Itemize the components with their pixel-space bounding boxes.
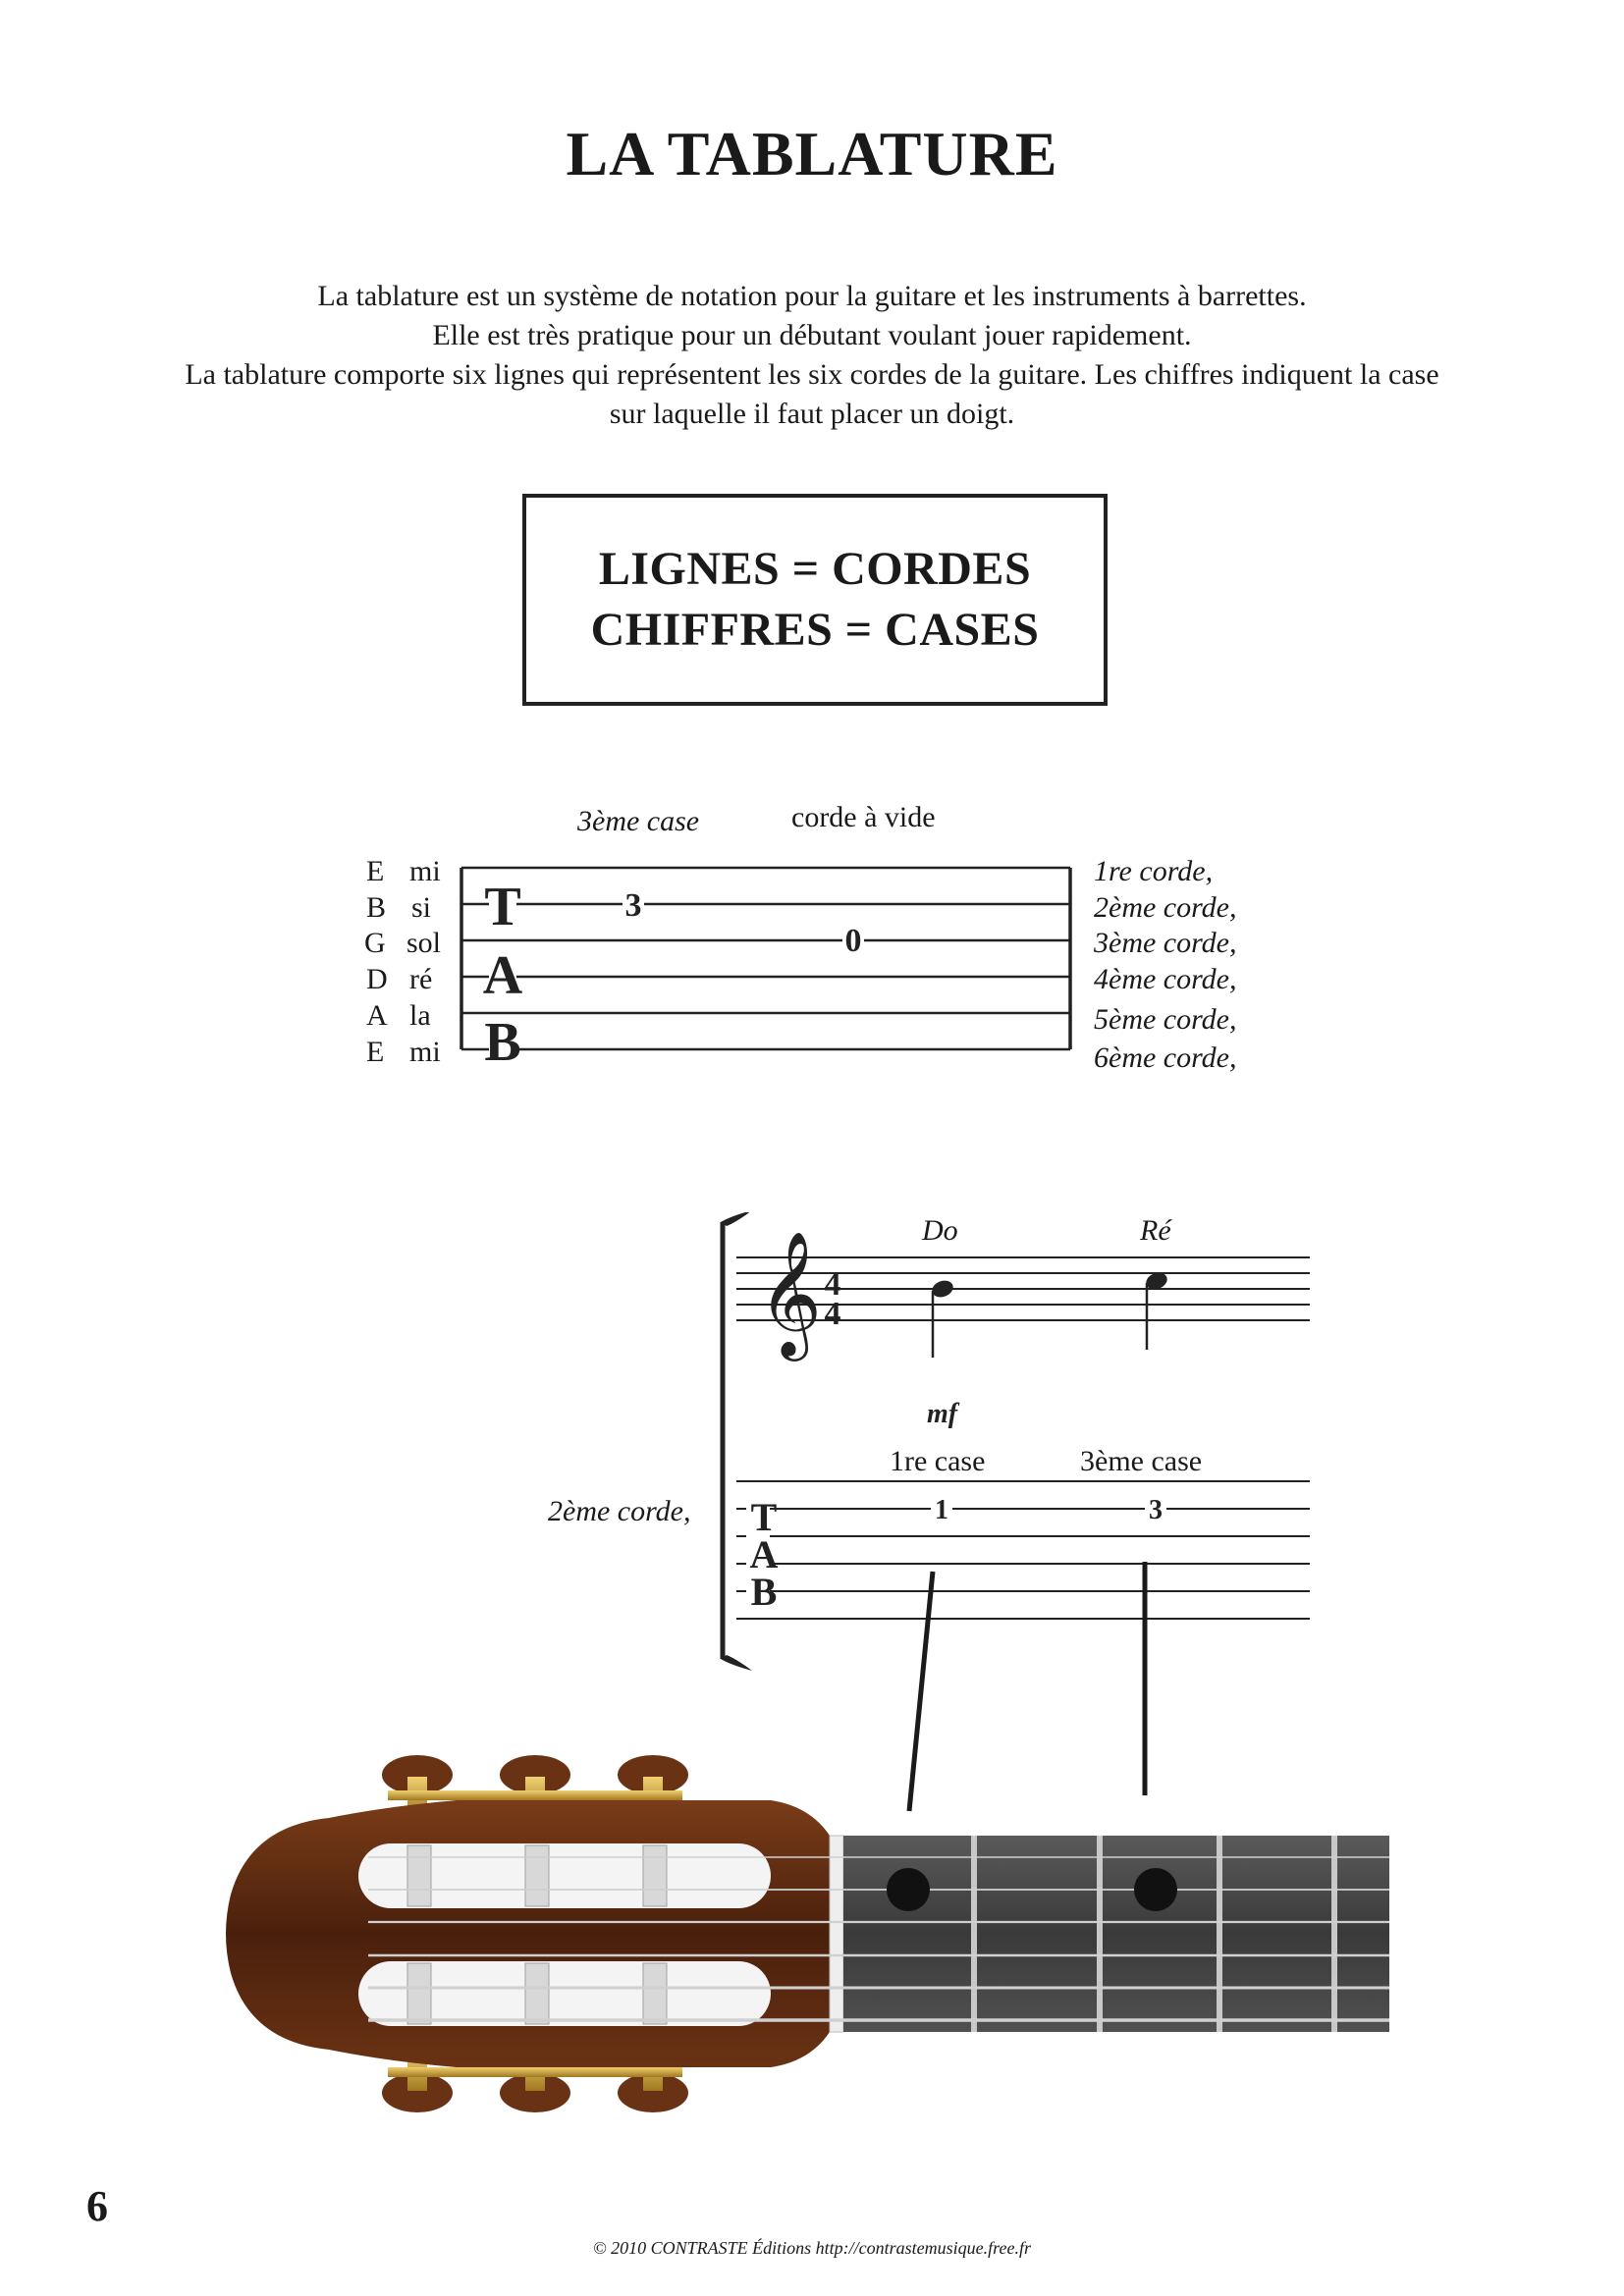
fret-label-third: 3ème case bbox=[1080, 1445, 1203, 1477]
string-name: mi bbox=[409, 1036, 441, 1068]
string-desc: 2ème corde, bbox=[1094, 891, 1237, 924]
string-letter: A bbox=[366, 999, 388, 1032]
string-name: mi bbox=[409, 855, 441, 887]
time-signature-bottom: 4 bbox=[824, 1296, 841, 1332]
string-desc: 5ème corde, bbox=[1094, 1003, 1237, 1036]
fret-number: 0 bbox=[844, 923, 862, 959]
tab-letter-t: T bbox=[750, 1495, 778, 1539]
label-open-string: corde à vide bbox=[791, 801, 936, 833]
summary-line-lines: LIGNES = CORDES bbox=[598, 543, 1032, 595]
string-name: si bbox=[411, 891, 432, 924]
time-signature-top: 4 bbox=[824, 1266, 841, 1303]
string-desc: 6ème corde, bbox=[1094, 1041, 1237, 1074]
string-name: la bbox=[409, 999, 431, 1032]
string-label: 2ème corde, bbox=[548, 1495, 691, 1527]
tab-number: 1 bbox=[935, 1495, 948, 1525]
page-title: LA TABLATURE bbox=[566, 119, 1058, 188]
footer-copyright: © 2010 CONTRASTE Éditions http://contrastemusique.free.fr bbox=[592, 2238, 1031, 2258]
string-letter: B bbox=[366, 891, 387, 924]
note-name-do: Do bbox=[922, 1214, 958, 1247]
string-name: ré bbox=[409, 963, 433, 995]
fret-label-first: 1re case bbox=[890, 1445, 986, 1477]
finger-dot-first-fret bbox=[887, 1868, 930, 1911]
intro-text bbox=[98, 277, 1526, 434]
label-third-fret: 3ème case bbox=[577, 805, 700, 837]
string-desc: 3ème corde, bbox=[1094, 927, 1237, 959]
fret-number: 3 bbox=[624, 887, 642, 924]
treble-clef-icon: 𝄞 bbox=[758, 1234, 823, 1354]
intro-line: sur laquelle il faut placer un doigt. bbox=[609, 398, 1015, 430]
tab-letter-t: T bbox=[484, 877, 521, 937]
intro-line: Elle est très pratique pour un débutant voulant jouer rapidement. bbox=[432, 319, 1192, 351]
intro-line: La tablature est un système de notation pour la guitare et les instruments à barrettes. bbox=[317, 280, 1307, 312]
guitar-neck-illustration bbox=[221, 1747, 1389, 2120]
fretboard bbox=[843, 1836, 1389, 2032]
note-do bbox=[930, 1278, 955, 1358]
string-desc: 4ème corde, bbox=[1094, 963, 1237, 995]
string-letter: E bbox=[366, 1036, 385, 1068]
summary-box bbox=[522, 494, 1108, 706]
tab-letter-b: B bbox=[484, 1012, 521, 1070]
intro-line: La tablature comporte six lignes qui représentent les six cordes de la guitare. Les chiffres indiquent la case bbox=[185, 358, 1439, 391]
page-number: 6 bbox=[86, 2182, 108, 2230]
string-name: sol bbox=[406, 927, 442, 959]
nut bbox=[830, 1836, 843, 2032]
tab-letter-b: B bbox=[750, 1570, 778, 1614]
string-letter: G bbox=[364, 927, 386, 959]
tab-letter-a: A bbox=[749, 1532, 779, 1576]
string-letter: D bbox=[366, 963, 388, 995]
headstock bbox=[226, 1800, 830, 2067]
string-desc: 1re corde, bbox=[1094, 855, 1214, 887]
tab-letter-a: A bbox=[482, 945, 523, 1006]
tab-number: 3 bbox=[1149, 1495, 1163, 1525]
note-name-re: Ré bbox=[1140, 1214, 1171, 1247]
tablature-staff bbox=[452, 854, 1080, 1070]
dynamic-mark: mf bbox=[927, 1399, 958, 1429]
note-re bbox=[1144, 1270, 1169, 1350]
finger-dot-third-fret bbox=[1134, 1868, 1177, 1911]
string-letter: E bbox=[366, 855, 385, 887]
summary-line-numbers: CHIFFRES = CASES bbox=[590, 604, 1040, 656]
